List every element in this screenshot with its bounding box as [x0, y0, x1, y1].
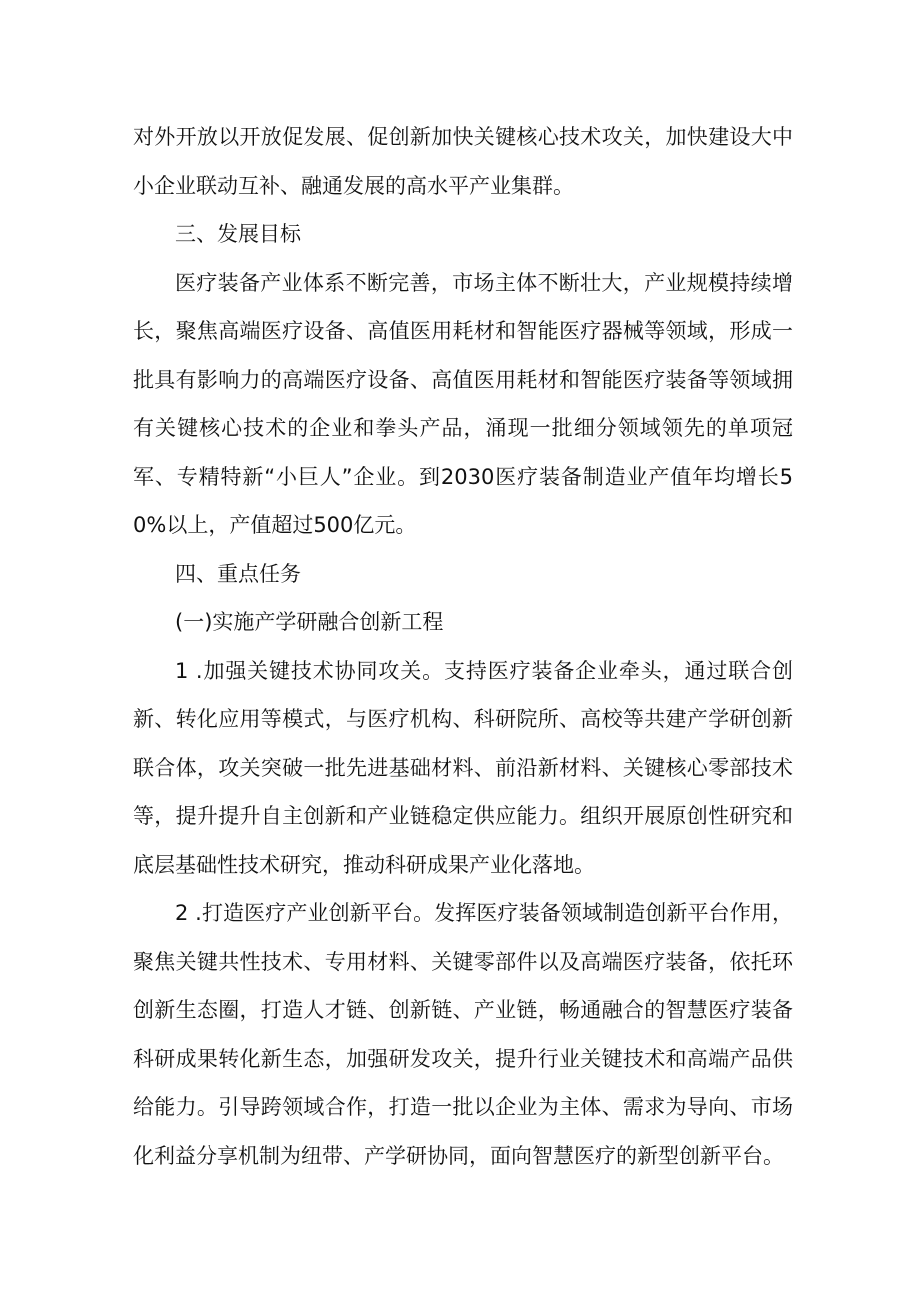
paragraph-goals: 医疗装备产业体系不断完善，市场主体不断壮大，产业规模持续增长，聚焦高端医疗设备、高值医用耗材和智能医疗器械等领域，形成一批具有影响力的高端医疗设备、高值医用耗材和智能医疗装备等领域拥有关键核心技术的企业和拳头产品，涌现一批细分领域领先的单项冠军、专精特新“小巨人”企业。到2030医疗装备制造业产值年均增长50%以上，产值超过500亿元。: [133, 270, 793, 537]
section-heading-goals: 三、发展目标: [175, 222, 301, 246]
subsection-heading-innovation: (一)实施产学研融合创新工程: [175, 610, 444, 634]
paragraph-task-1: 1 .加强关键技术协同攻关。支持医疗装备企业牵头，通过联合创新、转化应用等模式，与医疗机构、科研院所、高校等共建产学研创新联合体，攻关突破一批先进基础材料、前沿新材料、关键核心零部技术等，提升提升自主创新和产业链稳定供应能力。组织开展原创性研究和底层基础性技术研究，推动科研成果产业化落地。: [133, 658, 793, 877]
paragraph-task-2: 2 .打造医疗产业创新平台。发挥医疗装备领域制造创新平台作用，聚焦关键共性技术、专用材料、关键零部件以及高端医疗装备，依托环创新生态圈，打造人才链、创新链、产业链，畅通融合的智慧医疗装备科研成果转化新生态，加强研发攻关，提升行业关键技术和高端产品供给能力。引导跨领域合作，打造一批以企业为主体、需求为导向、市场化利益分享机制为纽带、产学研协同，面向智慧医疗的新型创新平台。: [133, 901, 793, 1168]
document-body: [133, 113, 793, 1180]
paragraph-continuation: 对外开放以开放促发展、促创新加快关键核心技术攻关，加快建设大中小企业联动互补、融通发展的高水平产业集群。: [133, 125, 793, 198]
section-heading-tasks: 四、重点任务: [175, 561, 301, 586]
